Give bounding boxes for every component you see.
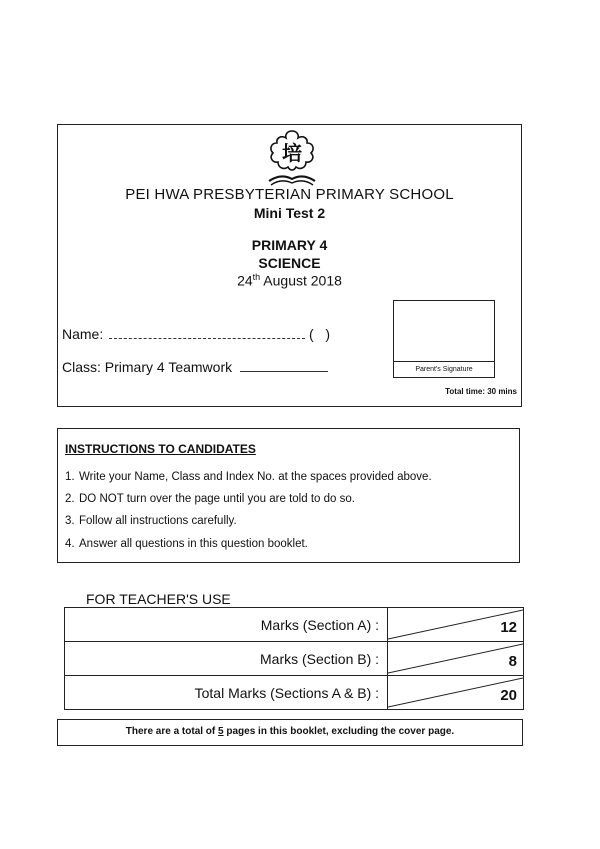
parent-signature-box[interactable] bbox=[393, 300, 495, 378]
marks-score: 8 bbox=[508, 653, 517, 670]
marks-score: 12 bbox=[500, 619, 517, 636]
instruction-text: Write your Name, Class and Index No. at the spaces provided above. bbox=[79, 471, 432, 483]
total-time: Total time: 30 mins bbox=[445, 387, 517, 396]
table-row bbox=[65, 642, 524, 676]
instruction-item bbox=[65, 538, 308, 550]
date-suffix: th bbox=[252, 272, 261, 282]
date-day: 24 bbox=[237, 272, 253, 289]
footer-text bbox=[58, 726, 522, 737]
marks-score-cell bbox=[388, 642, 524, 676]
class-field[interactable] bbox=[240, 359, 328, 372]
instruction-text: Follow all instructions carefully. bbox=[79, 515, 237, 527]
slash-line-icon bbox=[388, 642, 523, 675]
name-row bbox=[62, 326, 330, 342]
name-field[interactable] bbox=[109, 326, 305, 339]
instruction-number: 2. bbox=[65, 493, 75, 505]
teacher-use-title: FOR TEACHER'S USE bbox=[86, 591, 231, 607]
test-name: Mini Test 2 bbox=[253, 205, 326, 221]
marks-score-cell bbox=[388, 676, 524, 710]
marks-score: 20 bbox=[500, 687, 517, 704]
footer-suffix: pages in this booklet, excluding the cover page. bbox=[223, 726, 455, 737]
marks-label: Marks (Section B) : bbox=[65, 642, 388, 676]
instruction-item bbox=[65, 515, 237, 527]
class-label: Class: Primary 4 Teamwork bbox=[62, 359, 233, 375]
cover-header-box bbox=[57, 124, 522, 407]
instruction-item bbox=[65, 471, 432, 483]
marks-score-cell bbox=[388, 608, 524, 642]
date-rest: August 2018 bbox=[260, 272, 342, 289]
instruction-text: Answer all questions in this question booklet. bbox=[79, 538, 308, 550]
school-name: PEI HWA PRESBYTERIAN PRIMARY SCHOOL bbox=[125, 186, 454, 203]
instruction-number: 4. bbox=[65, 538, 75, 550]
instructions-title: INSTRUCTIONS TO CANDIDATES bbox=[65, 442, 256, 456]
marks-table bbox=[64, 607, 524, 710]
level: PRIMARY 4 bbox=[251, 237, 328, 253]
footer-page-count: 5 bbox=[218, 726, 224, 737]
school-crest-icon bbox=[263, 127, 321, 187]
table-row bbox=[65, 676, 524, 710]
index-brackets: ( ) bbox=[309, 326, 331, 342]
footer-box bbox=[57, 719, 523, 746]
instruction-number: 3. bbox=[65, 515, 75, 527]
instructions-box bbox=[57, 428, 520, 563]
footer-prefix: There are a total of bbox=[125, 726, 219, 737]
signature-label: Parent's Signature bbox=[394, 361, 494, 377]
instruction-number: 1. bbox=[65, 471, 75, 483]
name-label: Name: bbox=[62, 326, 104, 342]
test-date bbox=[58, 272, 521, 289]
marks-label: Total Marks (Sections A & B) : bbox=[65, 676, 388, 710]
svg-text:培: 培 bbox=[282, 141, 302, 165]
marks-label: Marks (Section A) : bbox=[65, 608, 388, 642]
class-row bbox=[62, 359, 328, 375]
subject: SCIENCE bbox=[258, 255, 321, 271]
instruction-item bbox=[65, 493, 355, 505]
table-row bbox=[65, 608, 524, 642]
instruction-text: DO NOT turn over the page until you are told to do so. bbox=[79, 493, 355, 505]
